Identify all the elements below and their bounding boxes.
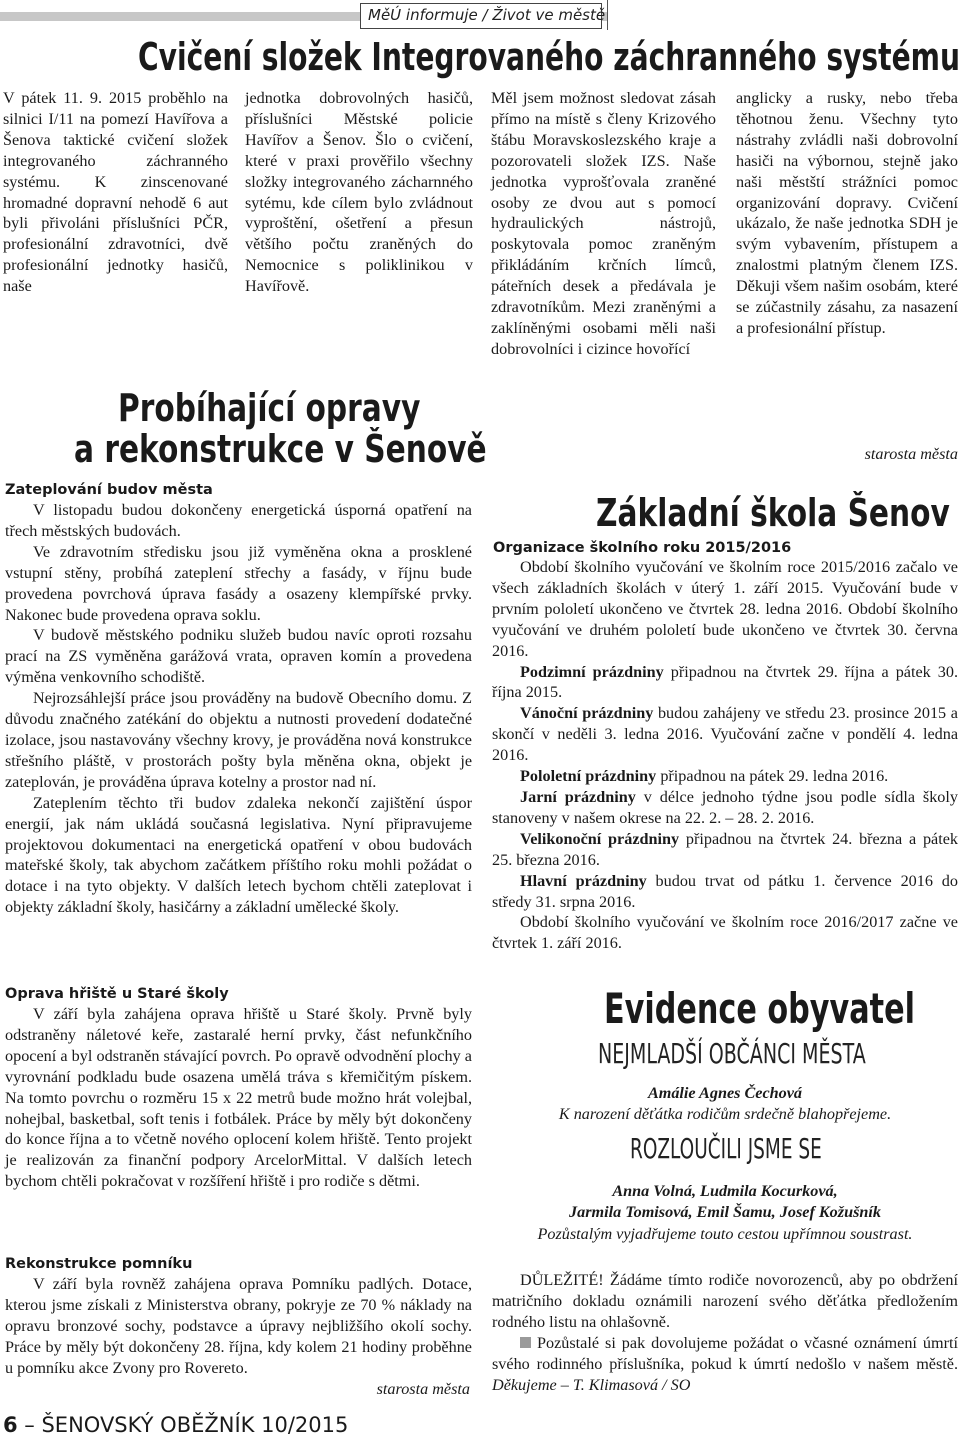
header-divider [607, 0, 608, 30]
repairs-heading-playground: Oprava hřiště u Staré školy [5, 986, 229, 1002]
newborn-wish: K narození děťátka rodičům srdečně blahopřejeme. [558, 1105, 892, 1123]
thanks-signature: Děkujeme – T. Klimasová / SO [492, 1375, 691, 1394]
deceased-names-2: Jarmila Tomisová, Emil Šamu, Josef Kožušník [569, 1203, 881, 1221]
holiday-label: Podzimní prázdniny [520, 662, 664, 681]
exercise-column-2: jednotka dobrovolných hasičů, příslušníci Městské policie Havířov a Šenov. Šlo o cvičení, které v praxi prověřilo všechny složky integrovaného zácharnného sytému, kde cílem bylo zvládnout vyproštění, ošetření a přesun většího počtu zraněných do Nemocnice s poliklinikou v Havířově. [245, 89, 473, 296]
holiday-text: připadnou na čtvrtek 29. října a pátek 30. října 2015. [492, 662, 959, 702]
register-notice [492, 1270, 958, 1395]
repairs-section-playground [5, 1004, 472, 1192]
article-title-repairs-2: a rekonstrukce v Šenově [74, 427, 487, 471]
school-body [492, 557, 958, 954]
paragraph: Ve zdravotním středisku jsou již vyměněna okna a prosklené vstupní stěny, probíhá zateplení střechy a fasády, v říjnu bude provedena povrchová úprava fasády a osazeny klempířské prvky. Nakonec bude provedena oprava soklu. [5, 542, 472, 624]
repairs-heading-insulation: Zateplování budov města [5, 482, 213, 498]
repairs-signature: starosta města [376, 1380, 470, 1398]
paragraph [492, 766, 958, 787]
article-title-school: Základní škola Šenov [596, 491, 950, 535]
section-label: MěÚ informuje / Život ve městě [368, 6, 606, 24]
exercise-column-4: anglicky a rusky, nebo třeba těhotnou ženu. Všechny tyto nástrahy zvládli naši dobrovolní hasiči na výbornou, stejně jako naši městští strážníci pomoc organizování dopravy. Cvičení ukázalo, že naše jednotka SDH je svým vybavením, přístupem a znalostmi platným členem IZS. Děkuji všem našim osobám, které se zúčastnily zásahu, za nasazení a profesionální přístup. [736, 89, 958, 337]
paragraph: Nejrozsáhlejší práce jsou prováděny na budově Obecního domu. Z důvodu značného zatékání do objektu a nutnosti provedení dodatečné izolace, jsou nastavovány všechny krovy, je prováděna nová konstrukce střešního pláště, v prostorách pošty byla měněna okna, objekt je zateplován, je prováděna úprava kotelny a prostor nad ní. [5, 689, 472, 791]
holiday-label: Vánoční prázdniny [520, 704, 654, 723]
paragraph: DŮLEŽITÉ! Žádáme tímto rodiče novorozenců, aby po obdržení matričního dokladu oznámili narození svého děťátka předložením rodného listu na ohlašovně. [492, 1271, 958, 1331]
condolence: Pozůstalým vyjadřujeme touto cestou upřímnou soustrast. [537, 1225, 913, 1243]
paragraph: Období školního vyučování ve školním roce 2015/2016 začalo ve všech základních školách v úterý 1. září 2015. Vyučování bude v prvním pololetí ukončeno ve čtvrtek 28. ledna 2016. Období školního vyučování ve druhém pololetí bude ukončeno ve čtvrtek 30. června 2016. [492, 558, 958, 660]
page-number: 6 [3, 1413, 18, 1437]
paragraph [492, 829, 958, 871]
paragraph: V listopadu budou dokončeny energetická úsporná opatření na třech městských budovách. [5, 501, 472, 540]
farewell-heading: ROZLOUČILI JSME SE [630, 1132, 822, 1165]
newborn-name: Amálie Agnes Čechová [647, 1084, 803, 1102]
paragraph: Zateplením těchto tři budov zdaleka nekončí zajištění úspor energií, jak nám ukládá současná legislativa. Nyní připravujeme projektovou dokumentaci na energetická opatření v obou budovách mateřské školy, tak abychom začátkem příštího roku mohli požádat o dotace i na tyto objekty. V dalších letech bychom chtěli zateplovat i objekty základní školy, hasičárny a základní umělecké školy. [5, 793, 472, 917]
running-header [0, 0, 960, 30]
holiday-label: Hlavní prázdniny [520, 871, 647, 890]
paragraph [492, 703, 958, 766]
holiday-text: budou trvat od pátku 1. července 2016 do středy 31. srpna 2016. [492, 871, 958, 911]
article-title-exercise: Cvičení složek Integrovaného záchranného systému [138, 35, 960, 79]
repairs-section-insulation [5, 500, 472, 918]
paragraph [492, 662, 958, 704]
paragraph [492, 871, 958, 913]
exercise-column-1: V pátek 11. 9. 2015 proběhlo na silnici I/11 na pomezí Havířova a Šenova taktické cvičení složek integrovaného záchranného systému. K zinscenované hromadné dopravní nehodě 6 aut byli přivoláni příslušníci PČR, profesionální zdravotníci, dvě profesionální jednotky hasičů, naše [3, 89, 228, 296]
paragraph [492, 1333, 958, 1396]
holiday-text: připadnou na čtvrtek 24. března a pátek 25. března 2016. [492, 829, 958, 869]
page-footer [3, 1413, 348, 1437]
holiday-label: Pololetní prázdniny [520, 767, 657, 786]
repairs-heading-monument: Rekonstrukce pomníku [5, 1256, 193, 1272]
paragraph: V září byla zahájena oprava hřiště u Staré školy. Prvně byly odstraněny náletové keře, zastaralé herní prvky, část nefunkčního opocení a byl odstraněn stávající povrch. Po opravě odvodnění plochy a vyrovnání podkladu bude osazena umělá tráva s křemičitým pískem. Na tomto povrchu o rozměru 15 x 22 metrů bude možno hrát volejbal, nohejbal, basketbal, soft tenis i fotbálek. Práce by měly být dokončeny do konce října a to včetně nového oplocení kolem hřiště. Tento projekt je realizován za finanční podpory ArcelorMittal. V dalších letech bychom chtěli pokračovat v rozšíření hřiště i pro rodiče s dětmi. [5, 1005, 472, 1191]
deceased-names-1: Anna Volná, Ludmila Kocurková, [612, 1182, 838, 1200]
holiday-text: v délce jednoho týdne jsou podle sídla školy stanoveny v našem okrese na 22. 2. – 28. 2. 2016. [492, 787, 958, 827]
repairs-section-monument [5, 1274, 472, 1379]
bullet-icon [520, 1337, 531, 1348]
holiday-label: Velikonoční prázdniny [520, 829, 680, 848]
holiday-text: budou zahájeny ve středu 23. prosince 2015 a skončí v neděli 3. ledna 2016. Vyučování začne v pondělí 4. ledna 2016. [492, 704, 958, 765]
article-title-repairs-1: Probíhající opravy [118, 386, 421, 430]
holiday-text: připadnou na pátek 29. ledna 2016. [656, 767, 889, 786]
paragraph: V budově městského podniku služeb budou navíc oproti rozsahu prací na ZS vyměněna garážová vrata, opraven komín a provedena výměna venkovního schodiště. [5, 626, 472, 687]
exercise-column-3: Měl jsem možnost sledovat zásah přímo na místě s členy Krizového štábu Moravskoslezského kraje a pozorovateli složek IZS. Naše jednotka vyprošťovala zraněné osoby ze dvou aut s pomocí hydraulických nástrojů, poskytovala pomoc zraněným přikládáním krčních límců, páteřních desek a předávala je zdravotníkům. Mezi zraněnými a zaklíněnými osobami měli naši dobrovolníci i cizince hovořící [491, 89, 716, 358]
paragraph: V září byla rovněž zahájena oprava Pomníku padlých. Dotace, kterou jsme získali z Ministerstva obrany, pokryje ze 70 % náklady na opravu bronzové sochy, podstavce a úpravy nejbližšího okolí sochy. Práce by měly být dokončeny 28. října, kdy kolem 21 hodiny proběhne u pomníku akce Zvony pro Rovereto. [5, 1275, 472, 1377]
holiday-label: Jarní prázdniny [520, 787, 636, 806]
exercise-signature: starosta města [864, 445, 958, 463]
paragraph: Období školního vyučování ve školním roce 2016/2017 začne ve čtvrtek 1. září 2016. [492, 913, 958, 953]
school-subheading: Organizace školního roku 2015/2016 [493, 540, 792, 556]
publication-name: – ŠENOVSKÝ OBĚŽNÍK 10/2015 [17, 1413, 349, 1437]
article-title-register: Evidence obyvatel [604, 984, 915, 1033]
newborn-heading: NEJMLADŠÍ OBČÁNCI MĚSTA [598, 1037, 866, 1070]
notice-text: Pozůstalé si pak dovolujeme požádat o včasné oznámení úmrtí svého rodinného příslušníka, pokud k úmrtí nedošlo v našem městě. [492, 1333, 958, 1373]
paragraph [492, 787, 958, 829]
